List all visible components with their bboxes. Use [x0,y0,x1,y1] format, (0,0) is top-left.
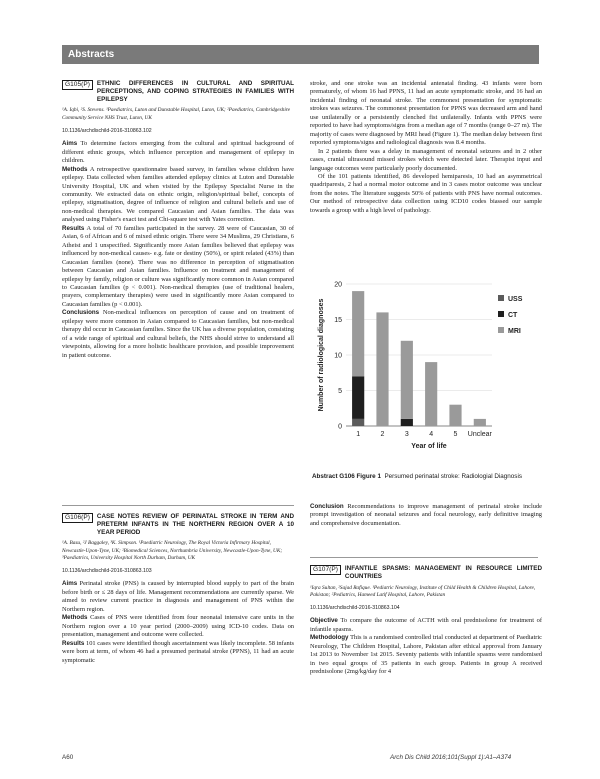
aims-paragraph [62,580,294,614]
legend-label-ct: CT [508,312,518,319]
results-continued: Of the 101 patients identified, 86 developed hemiparesis, 10 had an asymmetrical quadriparesis, 2 had a normal motor outcome and in 3 cases motor outcome was unclear from the notes. The literature suggests 50% of patients with PNS have normal outcomes. Our method of retrospective data collection using ICD10 codes biassed our sample towards a group with a high level of pathology. [310,172,542,214]
results-continued: In 2 patients there was a delay in management of neonatal seizures and in 2 other cases, cranial ultrasound missed strokes which were detected later. Therapist input and language outcomes were particularly poorly documented. [310,147,542,172]
abstract-doi: 10.1136/archdischild-2016-310863.102 [62,127,152,134]
y-tick-label: 10 [334,352,342,360]
bar-ct-3 [401,419,413,426]
bar-mri-4 [425,362,437,426]
section-divider [310,557,538,558]
methods-paragraph [62,166,294,225]
results-label: Results [62,639,85,647]
abstract-g106-conclusion [310,503,542,528]
legend-label-uss: USS [508,296,523,303]
methods-label: Methods [62,165,88,173]
section-divider [62,505,294,506]
x-tick-label: 5 [453,431,458,438]
figure-caption [312,473,538,481]
abstracts-banner: Abstracts [62,45,539,64]
abstract-g107 [310,565,542,677]
bar-ct-1 [352,376,364,419]
x-tick-label: Unclear [467,431,492,438]
y-tick-label: 20 [334,281,342,289]
aims-text: Perinatal stroke (PNS) is caused by interrupted blood supply to part of the brain before birth or ≤ 28 days of life. Management recommendations are currently sparse. We aimed to review current practice in diagnosis and management of PNS within the Northern region. [62,580,294,613]
abstract-authors: ¹Iqra Sultan, ²Sajad Rafique. ¹Pediatric Neurology, Institute of Child Health & Children Hospital, Lahore, Pakistan; ²Pediatrics, Hameed Latif Hospital, Lahore, Pakistan [310,584,536,598]
abstract-title: ETHNIC DIFFERENCES IN CULTURAL AND SPIRITUAL PERCEPTIONS, AND COPING STRATEGIES IN FAMILIES WITH EPILEPSY [96,80,294,103]
page-number: A60 [62,754,74,761]
results-paragraph [62,640,294,665]
bar-chart [312,276,538,466]
conclusions-paragraph [62,309,294,360]
abstract-title: CASE NOTES REVIEW OF PERINATAL STROKE IN TERM AND PRETERM INFANTS IN THE NORTHERN REGION OVER A 10 YEAR PERIOD [96,513,294,536]
journal-citation: Arch Dis Child 2016;101(Suppl 1):A1–A374 [390,754,512,761]
results-text: A total of 70 families participated in the survey. 28 were of Caucasian, 30 of Asian, 6 of African and 6 of mixed ethnic origin. There were 34 Muslims, 29 Christians, 6 Atheist and 1 unspecified. Significantly more Asian families believed that epilepsy was influenced by non-medical causes- e.g. fate or destiny (50%), or spirit related (43%) than Caucasian families (none). There was no difference in perception of stigmatisation between Caucasian and Asian families. Influence on treatment and management of epilepsy by family, religion or culture was significantly more common in Asian compared to Caucasian families (p < 0.001). Non-medical therapies (use of traditional healers, prayers, complementary therapies) were used in significantly more Asian compared to Caucasian families (p < 0.001). [62,224,295,308]
abstract-g105 [62,80,294,360]
figure-g106-1 [312,276,538,496]
figure-caption-text: Persumed perinatal stroke: Radiologial Diagnosis [384,473,523,480]
y-axis-label: Number of radiological diagnoses [318,298,325,412]
methodology-paragraph [310,634,542,676]
aims-paragraph [62,140,294,165]
y-tick-label: 15 [334,317,342,324]
abstract-header [62,513,294,536]
x-tick-label: 4 [429,431,434,438]
bar-mri-2 [376,312,388,426]
abstract-header [310,565,542,581]
results-continued: stroke, and one stroke was an incidental antenatal finding. 43 infants were born prematurely, of whom 16 had PPNS, 11 had an acute symptomatic stroke, and 16 had an incidental finding of neonatal stroke. The commonest presentation for symptomatic strokes was seizures. The commonest presentation for PPNS was decreased arm and hand use unilaterally or a persistently clenched fist unilaterally. Infants with PPNS were reported to have had symptoms/signs from a median age of 7 months (range 0–27 m). The majority of cases were diagnosed by MRI head (Figure 1). The median delay between first reported symptoms/signs and radiological diagnosis was 8.4 months. [310,80,542,147]
aims-text: To determine factors emerging from the cultural and spiritual background of different ethnic groups, which influence perception and management of epilepsy in children. [62,140,295,165]
conclusion-paragraph [310,503,542,528]
legend-label-mri: MRI [508,328,521,335]
abstract-g106 [62,513,294,665]
methods-label: Methods [62,614,88,622]
bar-mri-3 [401,341,413,419]
results-label: Results [62,224,85,232]
conclusions-text: Non-medical influences on perception of cause and on treatment of epilepsy were more common in Asian compared to Caucasian families, but non-medical therapy did occur in Caucasian families. Since the UK has a diverse population, consisting of a wide range of spiritual and cultural beliefs, the NHS should strive to understand all viewpoints, allowing for a more holistic healthcare provision, and possible improvement in patient outcome. [62,309,294,359]
objective-paragraph [310,617,542,634]
bar-mri-unclear [474,419,486,426]
abstract-doi: 10.1136/archdischild-2016-310863.103 [62,568,152,574]
bar-mri-5 [449,405,461,426]
conclusion-label: Conclusion [310,503,344,510]
x-tick-label: 2 [380,431,385,438]
methodology-text: This is a randomised controlled trial conducted at department of Paediatric Neurology, The Children Hospital, Lahore, Pakistan after ethical approval from January 1st 2013 to November 1st 2015. Seventy patients with infantile spasms were randomised in two equal groups of 35 patients in each group. Patients in group A received prednisolone (2mg/kg/day for 4 [310,634,543,676]
y-tick-label: 0 [338,423,342,431]
abstract-title: INFANTILE SPASMS: MANAGEMENT IN RESOURCE LIMITED COUNTRIES [344,565,542,580]
abstract-code: G106(P) [62,513,93,523]
aims-label: Aims [62,580,78,588]
x-axis-label: Year of life [411,443,447,450]
legend-swatch-uss [498,295,504,301]
bar-mri-1 [352,291,364,376]
legend-swatch-ct [498,311,504,317]
aims-label: Aims [62,140,78,148]
methods-text: Cases of PNS were identified from four neonatal intensive care units in the Northern region over a 10 year period (2000–2009) using ICD-10 codes. Data on presentation, management and outcome were collected. [62,614,294,639]
methods-text: A retrospective questionnaire based survey, in families whose children have epilepsy. Data collected when families attended epilepsy clinics at Luton and Dunstable University Hospital, UK and when visited by the Epilepsy Specialist Nurse in the community. We extracted data on ethnic origin, religion/spiritual belief, concepts of epilepsy, stigmatisation, degree of influence of religion and cultural beliefs and use of non-medical therapies. We compared Caucasian and Asian families. The data was analysed using Fisher's exact test and Chi-square test with Yates correction. [62,165,294,224]
bar-uss-1 [352,419,364,426]
results-text: 101 cases were identified though ascertainment was likely incomplete. 58 infants were born at term, of whom 46 had a presumed perinatal stroke (PPNS), 11 had an acute symptomatic [62,639,294,664]
abstract-code: G105(P) [62,80,93,90]
y-tick-label: 5 [338,388,342,395]
conclusions-label: Conclusions [62,309,100,317]
abstract-authors: ¹A. Basu, ²J Baggaley, ³K. Simpson. ¹Paediatric Neurology, The Royal Victoria Infirmary Hospital, Newcastle-Upon-Tyne, UK; ²Biomedical Sciences, Northumbria University, Newcastle-Upon-Tyne, UK; ³Paediatrics, University Hospital North Durham, Durham, UK [62,540,283,561]
methods-paragraph [62,614,294,639]
abstract-g106-continued [310,80,542,215]
results-paragraph [62,225,294,310]
x-tick-label: 3 [404,431,409,438]
abstract-header [62,80,294,103]
objective-text: To compare the outcome of ACTH with oral prednisolone for treatment of infantile spasms. [310,617,543,633]
abstract-doi: 10.1136/archdischild-2016-310863.104 [310,605,400,611]
methodology-label: Methodology [310,634,349,642]
objective-label: Objective [310,617,338,625]
abstract-authors: ¹A. Iqbi, ²S. Stevens. ¹Paediatrics, Luton and Dunstable Hospital, Luton, UK; ²Paediatrics, Cambridgeshire Community Service NHS Trust, Luton, UK [62,107,291,121]
conclusion-text: Recommendations to improve management of perinatal stroke include prompt investigation of neonatal seizures and focal neurology, early definitive imaging and comprehensive documentation. [310,503,542,527]
x-tick-label: 1 [356,431,361,438]
abstract-code: G107(P) [310,565,341,575]
figure-label: Abstract G106 Figure 1 [312,473,381,480]
legend-swatch-mri [498,327,504,333]
